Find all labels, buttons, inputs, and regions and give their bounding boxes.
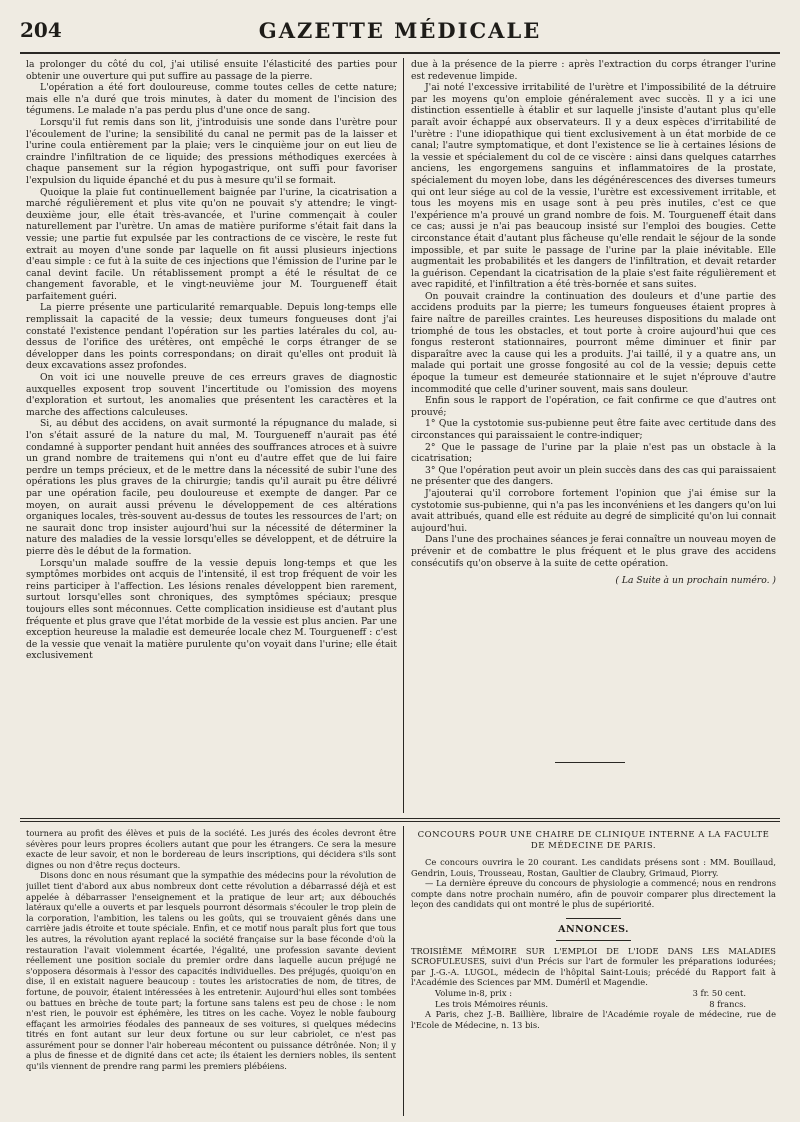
paragraph: 1° Que la cystotomie sus-pubienne peut être faite avec certitude dans des circonstances qui paraissaient le contre-indiquer;: [411, 418, 776, 441]
price-line: [411, 988, 776, 999]
paragraph: J'ai noté l'excessive irritabilité de l'urètre et l'impossibilité de la détruire par les moyens qu'on emploie généralement avec succès. Il y a ici une distinction essentielle à établir et sur laquelle j'insiste d'autant plus qu'elle paraît avoir échappé aux observateurs. Il y a deux espèces d'irritabilité de l'urètre : l'une idiopathique qui tient exclusivement à un état morbide de ce canal; l'autre symptomatique, et dont l'existence se lie à certaines lésions de la vessie et spécialement du col de ce viscère : ainsi dans quelques catarrhes anciens, les engorgemens sanguins et inflammatoires de la prostate, spécialement du moyen lobe, dans les dégénérescences des diverses tumeurs qui ont leur siége au col de la vessie, l'urètre est excessivement irritable, et tous les moyens mis en usage sont à peu près inutiles, c'est ce que l'expérience m'a prouvé un grand nombre de fois. M. Tourgueneff était dans ce cas; aussi je n'ai pas beaucoup insisté sur l'emploi des bougies. Cette circonstance était d'autant plus fâcheuse qu'elle rendait le séjour de la sonde impossible, et par suite le passage de l'urine par la plaie inévitable. Elle augmentait les probabilités et les dangers de l'infiltration, et devait retarder la guérison. Cependant la cicatrisation de la plaie s'est faite régulièrement et avec rapidité, et l'infiltration a été très-bornée et sans suites.: [411, 82, 776, 291]
paragraph: 3° Que l'opération peut avoir un plein succès dans des cas qui paraissaient ne présenter que des dangers.: [411, 464, 776, 488]
paragraph: On voit ici une nouvelle preuve de ces erreurs graves de diagnostic auxquelles exposent trop souvent l'incertitude ou l'omission des moyens d'exploration et surtout, les anomalies que présentent les caractères et la marche des affections calculeuses.: [26, 372, 397, 418]
section-rule: [20, 818, 780, 819]
header-rule: [20, 52, 780, 54]
paragraph: J'ajouterai qu'il corrobore fortement l'opinion que j'ai émise sur la cystotomie sus-pubienne, qui n'a pas les inconvéniens et les dangers qu'on lui avait attribués, quand elle est réduite au degré de simplicité qu'on lui connait aujourd'hui.: [411, 487, 776, 534]
continuation-note: ( La Suite à un prochain numéro. ): [615, 575, 776, 587]
paragraph: On pouvait craindre la continuation des douleurs et d'une partie des accidens produits par la pierre; les tumeurs fongueuses étaient propres à faire naître de pareilles craintes. Les heureuses dispositions du malade ont triomphé de tous les obstacles, et tout porte à croire aujourd'hui que ces fongus resteront stationnaires, pourront même diminuer et finir par disparaître avec la cause qui les a produits. J'ai taillé, il y a quatre ans, un malade qui portait une grosse fongosité au col de la vessie; depuis cette époque la tumeur est demeurée stationnaire et le sujet n'éprouve d'autre incommodité que celle d'uriner souvent, mais sans douleur.: [411, 290, 776, 395]
column-divider: [403, 826, 404, 1116]
price-value: 3 fr. 50 cent.: [692, 987, 746, 998]
feuilleton-column: [26, 828, 396, 1113]
section-rule: [20, 821, 780, 822]
paragraph: Lorsqu'un malade souffre de la vessie depuis long-temps et que les symptômes morbides ont acquis de l'intensité, il est trop fréquent de voir les reins participer à l'affection. Les lésions renales développent bien rarement, surtout lorsqu'elles sont chroniques, des symptômes spéciaux; presque toujours elles sont méconnues. Cette complication insidieuse est d'autant plus fréquente et plus grave que l'état morbide de la vessie est plus ancien. Par une exception heureuse la maladie est demeurée locale chez M. Tourgueneff : c'est de la vessie que venait la matière purulente qu'on voyait dans l'urine; elle était exclusivement: [26, 557, 397, 662]
separator-rule: [566, 918, 621, 919]
concours-title: CONCOURS POUR UNE CHAIRE DE CLINIQUE INTERNE A LA FACULTÉ DE MÉDECINE DE PARIS.: [417, 830, 770, 851]
paragraph: 2° Que le passage de l'urine par la plaie n'est pas un obstacle à la cicatrisation;: [411, 441, 776, 465]
paragraph: Dans l'une des prochaines séances je ferai connaître un nouveau moyen de prévenir et de combattre le plus fréquent et le plus grave des accidens consécutifs qu'on observe à la suite de cette opération.: [411, 534, 776, 569]
left-article-column: [26, 59, 397, 809]
paragraph: — La dernière épreuve du concours de physiologie a commencé; nous en rendrons compte dans notre prochain numéro, afin de pouvoir comparer plus directement la leçon des candidats qui ont montré le plus de supériorité.: [411, 878, 776, 910]
journal-title: GAZETTE MÉDICALE: [258, 18, 542, 43]
paragraph: L'opération a été fort douloureuse, comme toutes celles de cette nature; mais elle n'a duré que trois minutes, à dater du moment de l'incision des tégumens. Le malade n'a pas perdu plus d'une once de sang.: [26, 82, 397, 117]
paragraph: la prolonger du côté du col, j'ai utilisé ensuite l'élasticité des parties pour obtenir une ouverture qui put suffire au passage de la pierre.: [26, 59, 397, 82]
paragraph: due à la présence de la pierre : après l'extraction du corps étranger l'urine est redevenue limpide.: [411, 59, 776, 82]
paragraph: tournera au profit des élèves et puis de la société. Les jurés des écoles devront être sévères pour leurs propres écoliers autant que pour les étrangers. Ce sera la mesure exacte de leur savoir, et non le bordereau de leurs inscriptions, qui décidera s'ils sont dignes ou non d'être reçus docteurs.: [26, 828, 396, 870]
column-divider: [403, 58, 404, 813]
notices-column: [411, 830, 776, 1115]
price-value: 8 francs.: [709, 998, 746, 1009]
annonces-title: ANNONCES.: [558, 923, 629, 935]
right-article-column: [411, 59, 776, 749]
price-label: Les trois Mémoires réunis.: [435, 998, 548, 1009]
page-number: 204: [20, 18, 62, 42]
page-header: [20, 18, 780, 48]
paragraph: La pierre présente une particularité remarquable. Depuis long-temps elle remplissait la capacité de la vessie; deux tumeurs fongueuses dont j'ai constaté l'existence pendant l'opération sur les parties latérales du col, au-dessus de l'orifice des urétères, ont empêché le corps étranger de se développer dans les points correspondans; on dirait qu'elles ont produit là deux excavations assez profondes.: [26, 302, 397, 372]
announcement-text: TROISIÈME MÉMOIRE SUR L'EMPLOI DE L'IODE DANS LES MALADIES SCROFULEUSES, suivi d'un Précis sur l'art de formuler les préparations iodurées; par J.-G.-A. LUGOL, médecin de l'hôpital Saint-Louis; précédé du Rapport fait à l'Académie des Sciences par MM. Duméril et Magendie.: [411, 945, 776, 988]
paragraph: Ce concours ouvrira le 20 courant. Les candidats présens sont : MM. Bouillaud, Gendrin, Louis, Trousseau, Rostan, Gaultier de Claubry, Grimaud, Piorry.: [411, 857, 776, 878]
paragraph: Si, au début des accidens, on avait surmonté la répugnance du malade, si l'on s'était assuré de la nature du mal, M. Tourgueneff n'aurait pas été condamné à supporter pendant huit années des souffrances atroces et à suivre un grand nombre de traitemens qui n'ont eu d'autre effet que de lui faire perdre un temps précieux, et de le mettre dans la nécessité de subir l'une des opérations les plus graves de la chirurgie; tandis qu'il aurait pu être délivré par une opération facile, peu douloureuse et exempte de danger. Par ce moyen, on aurait aussi prévenu le développement de ces altérations organiques locales, très-souvent au-dessus de toutes les ressources de l'art; on ne saurait donc trop insister aujourd'hui sur la nécessité de déterminer la nature des maladies de la vessie lorsqu'elles se développent, et de détruire la pierre dès le début de la formation.: [26, 418, 397, 557]
paragraph: Enfin sous le rapport de l'opération, ce fait confirme ce que d'autres ont prouvé;: [411, 395, 776, 418]
paragraph: Lorsqu'il fut remis dans son lit, j'introduisis une sonde dans l'urètre pour l'écoulement de l'urine; la sensibilité du canal ne permit pas de la laisser et l'urine coula entièrement par la plaie; vers le cinquième jour on eut lieu de craindre l'infiltration de ce liquide; des pressions méthodiques exercées à chaque pansement sur la région hypogastrique, ont suffi pour favoriser l'expulsion du liquide épanché et du pus à mesure qu'il se formait.: [26, 116, 397, 186]
price-line: [411, 999, 776, 1010]
paragraph: Quoique la plaie fut continuellement baignée par l'urine, la cicatrisation a marché régulièrement et plus vite qu'on ne pouvait s'y attendre; le vingt-deuxième jour, elle était très-avancée, et l'urine commençait à couler naturellement par l'urètre. Un amas de matière puriforme s'était fait dans la vessie; une partie fut expulsée par les contractions de ce viscère, le reste fut extrait au moyen d'une sonde par laquelle on fit aussi plusieurs injections d'eau simple : ce fut à la suite de ces injections que l'émission de l'urine par le canal devint facile. Un rétablissement prompt a été le résultat de ce changement favorable, et le vingt-neuvième jour M. Tourgueneff était parfaitement guéri.: [26, 186, 397, 302]
paragraph: Disons donc en nous résumant que la sympathie des médecins pour la révolution de juillet tient d'abord aux abus nombreux dont cette révolution a débarrassé déjà et est appelée à débarrasser l'enseignement et la pratique de leur art; aux débouchés latéraux qu'elle a ouverts et par lesquels pourront désormais s'écouler le trop plein de la corporation, l'ambition, les talens ou les goûts, qui se trouvaient gênés dans une carrière jadis étroite et toute spéciale. Enfin, et ce motif nous paraît plus fort que tous les autres, la révolution ayant replacé la société française sur la base féconde d'où la restauration l'avait violemment écartée, l'égalité, une profession savante devient réellement une position sociale du premier ordre dans laquelle aucun préjugé ne s'opposera désormais à l'essor des capacités individuelles. Des préjugés, quoiqu'on en dise, il en existait naguere beaucoup : toutes les aristocraties de nom, de titres, de fortune, de pouvoir, étaient intéressées à les entretenir. Aujourd'hui elles sont tombées ou battues en brèche de toute part; la fortune sans talens est peu de chose : le nom n'est rien, le pouvoir est éphémère, les titres on les cache. Voyez le noble faubourg effaçant les armoiries féodales des panneaux de ses voitures, si quelques médecins titrés en font autant sur leur deux fortune ou sur leur cabriolet, ce n'est pas assurément pour se donner l'air hobereau mécontent ou puissance détrônée. Non; il y a plus de finesse et de dignité dans cet acte; ils étaient les derniers nobles, ils sentent qu'ils viennent de prendre rang parmi les premiers plébéiens.: [26, 870, 396, 1072]
price-label: Volume in-8, prix :: [435, 987, 513, 998]
separator-rule: [556, 940, 631, 941]
publisher-address: A Paris, chez J.-B. Baillière, libraire de l'Académie royale de médecine, rue de l'Ecole de Médecine, n. 13 bis.: [411, 1009, 776, 1030]
end-rule: [555, 762, 625, 763]
